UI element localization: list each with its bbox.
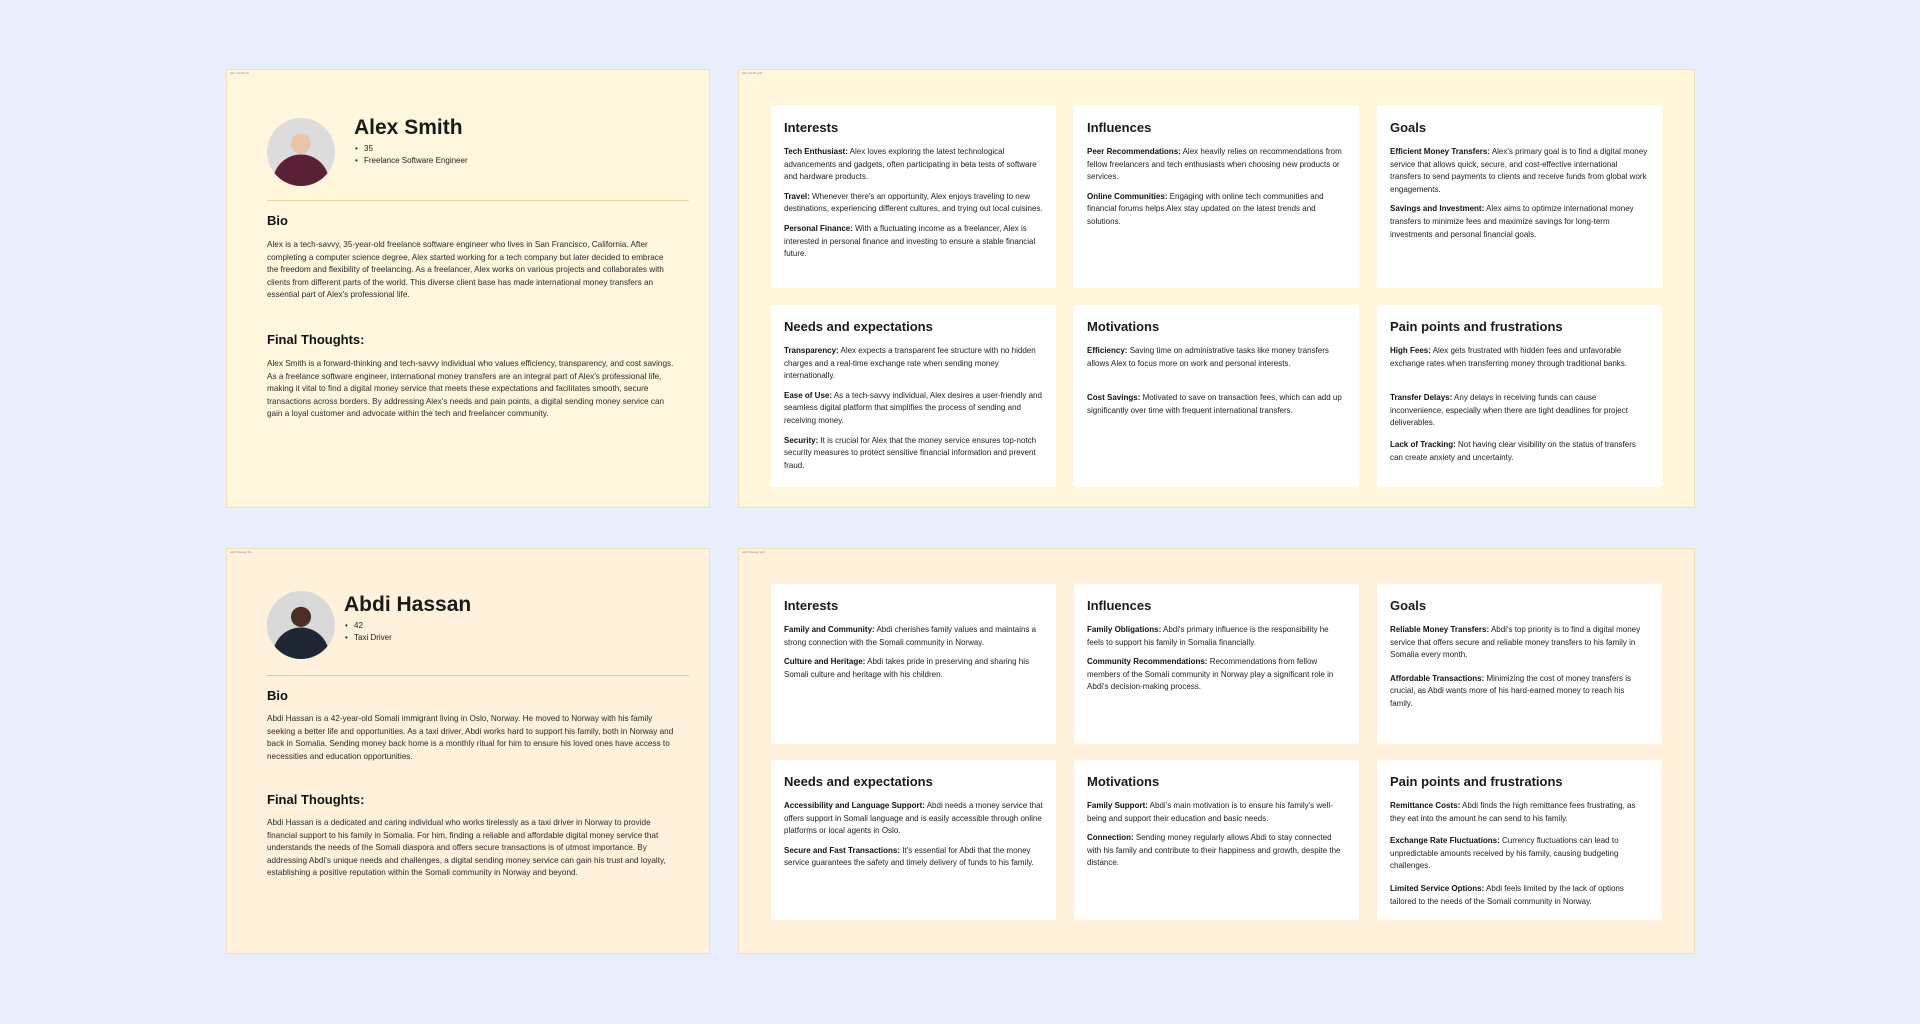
persona-occupation: • Taxi Driver: [344, 632, 392, 644]
persona-name: Alex Smith: [354, 116, 463, 139]
persona-facts: [354, 143, 468, 167]
final-thoughts-text: Abdi Hassan is a dedicated and caring individual who works tirelessly as a taxi driver in Norway to provide financial support to his family in Somalia. For him, finding a reliable and affordable digital money service that understands the needs of the Somali diaspora and offers secure transactions is of utmost importance. By addressing Abdi's unique needs and challenges, a digital sending money service can gain his trust and loyalty, establishing a positive reputation within the Somali community in Norway and beyond.: [267, 818, 666, 877]
card-item: Connection: Sending money regularly allows Abdi to stay connected with his family and contribute to their happiness and growth, despite the distance.: [1087, 833, 1341, 868]
goals-card: [1377, 584, 1662, 744]
influences-card: [1074, 584, 1359, 744]
frame-label: Abdi Hassan grid: [742, 550, 765, 554]
frame-label: Alex Smith grid: [742, 71, 763, 75]
influences-card: [1074, 106, 1359, 288]
card-item: Exchange Rate Fluctuations: Currency fluctuations can lead to unpredictable amounts received by his family, causing budgeting challenges.: [1390, 836, 1619, 871]
card-item: Family and Community: Abdi cherishes family values and maintains a strong connection with the Somali community in Norway.: [784, 625, 1037, 647]
card-title: Interests: [784, 598, 839, 613]
pain-points-card: [1377, 760, 1662, 920]
persona-bio-card: [226, 548, 710, 954]
persona-facts: [344, 620, 392, 644]
card-item: Efficient Money Transfers: Alex's primary goal is to find a digital money service that allows quick, secure, and cost-effective international transfers to send payments to clients and receive funds from global work engagements.: [1390, 147, 1648, 194]
persona-name: Abdi Hassan: [344, 593, 472, 616]
card-item: High Fees: Alex gets frustrated with hidden fees and unfavorable exchange rates when transferring money through traditional banks.: [1390, 346, 1628, 368]
persona-age: • 42: [344, 620, 392, 632]
card-item: Secure and Fast Transactions: It's essential for Abdi that the money service guarantees the safety and timely delivery of funds to his family.: [784, 845, 1034, 868]
card-title: Pain points and frustrations: [1390, 774, 1563, 789]
card-item: Online Communities: Engaging with online tech communities and financial forums helps Alex stay updated on the latest trends and solutions.: [1087, 191, 1324, 226]
persona-attributes-grid: [738, 548, 1695, 954]
card-title: Influences: [1087, 598, 1152, 613]
card-item: Tech Enthusiast: Alex loves exploring the latest technological advancements and gadgets, often participating in beta tests of software and hardware products.: [784, 147, 1037, 182]
divider: [267, 200, 689, 201]
frame-label: Alex Smith bio: [230, 71, 250, 75]
card-title: Motivations: [1087, 319, 1160, 334]
card-title: Pain points and frustrations: [1390, 319, 1563, 334]
card-item: Transparency: Alex expects a transparent fee structure with no hidden charges and a real-time exchange rate when sending money internationally.: [784, 346, 1036, 381]
card-item: Reliable Money Transfers: Abdi's top priority is to find a digital money service that offers secure and reliable money transfers to his family in Somalia every month.: [1390, 625, 1641, 660]
final-thoughts-heading: Final Thoughts:: [267, 792, 365, 807]
final-thoughts-text: Alex Smith is a forward-thinking and tech-savvy individual who values efficiency, transparency, and cost savings. As a freelance software engineer, international money transfers are an integral part of Alex's professional life, making it vital to find a digital money service that meets these expectations and facilitates smooth, secure transactions across borders. By addressing Alex's needs and pain points, a digital sending money service can gain a loyal customer and advocate within the tech and freelancer community.: [267, 359, 674, 418]
frame-label: Abdi Hassan bio: [230, 550, 252, 554]
card-item: Remittance Costs: Abdi finds the high remittance fees frustrating, as they eat into the amount he can send to his family.: [1390, 801, 1636, 823]
final-thoughts-heading: Final Thoughts:: [267, 332, 365, 347]
bio-text: Alex is a tech-savvy, 35-year-old freelance software engineer who lives in San Francisco, California. After completing a computer science degree, Alex started working for a tech company but later decided to embrace the freedom and flexibility of freelancing. As a freelancer, Alex works on various projects and collaborates with clients from different parts of the world. This diverse client base has made international money transfers an essential part of Alex's professional life.: [267, 240, 664, 299]
motivations-card: [1074, 760, 1359, 920]
card-title: Motivations: [1087, 774, 1160, 789]
card-item: Efficiency: Saving time on administrative tasks like money transfers allows Alex to focus more on work and personal interests.: [1087, 346, 1329, 368]
persona-attributes-grid: [738, 69, 1695, 508]
divider: [267, 675, 689, 676]
card-item: Peer Recommendations: Alex heavily relies on recommendations from fellow freelancers and tech enthusiasts when choosing new products or services.: [1087, 147, 1342, 182]
card-item: Community Recommendations: Recommendations from fellow members of the Somali community in Norway play a significant role in Abdi's decision-making process.: [1087, 657, 1334, 692]
needs-card: [771, 760, 1056, 920]
goals-card: [1377, 106, 1662, 288]
card-item: Transfer Delays: Any delays in receiving funds can cause inconvenience, especially when there are tight deadlines for project deliverables.: [1390, 393, 1628, 428]
persona-age: • 35: [354, 143, 468, 155]
card-title: Needs and expectations: [784, 774, 933, 789]
interests-card: [771, 106, 1056, 288]
card-item: Cost Savings: Motivated to save on transaction fees, which can add up significantly over time with frequent international transfers.: [1087, 393, 1342, 415]
avatar: [267, 118, 335, 186]
card-item: Security: It is crucial for Alex that the money service ensures top-notch security measures to protect sensitive financial information and prevent fraud.: [784, 435, 1037, 470]
bio-heading: Bio: [267, 213, 288, 228]
card-item: Ease of Use: As a tech-savvy individual, Alex desires a user-friendly and seamless digital platform that simplifies the process of sending and receiving money.: [784, 390, 1042, 425]
card-title: Goals: [1390, 120, 1427, 135]
avatar: [267, 591, 335, 659]
bio-text: Abdi Hassan is a 42-year-old Somali immigrant living in Oslo, Norway. He moved to Norway with his family seeking a better life and opportunities. As a taxi driver, Abdi works hard to support his family, both in Norway and back in Somalia. Sending money back home is a monthly ritual for him to ensure his loved ones have access to necessities and education opportunities.: [267, 714, 674, 761]
card-title: Needs and expectations: [784, 319, 933, 334]
card-item: Savings and Investment: Alex aims to optimize international money transfers to minimize fees and maximize savings for long-term investments and personal financial goals.: [1390, 204, 1634, 239]
needs-card: [771, 305, 1056, 487]
card-item: Limited Service Options: Abdi feels limited by the lack of options tailored to the needs of the Somali community in Norway.: [1390, 883, 1624, 906]
card-title: Goals: [1390, 598, 1427, 613]
card-item: Family Obligations: Abdi's primary influence is the responsibility he feels to support his family in Somalia financially.: [1087, 625, 1329, 647]
card-item: Accessibility and Language Support: Abdi needs a money service that offers support in Somali language and is easily accessible through online platforms or local agents in Oslo.: [784, 801, 1043, 836]
card-item: Travel: Whenever there's an opportunity, Alex enjoys traveling to new destinations, experiencing different cultures, and trying out local cuisines.: [784, 191, 1043, 214]
card-title: Influences: [1087, 120, 1152, 135]
card-item: Personal Finance: With a fluctuating income as a freelancer, Alex is interested in personal finance and investing to ensure a stable financial future.: [784, 223, 1036, 259]
card-item: Affordable Transactions: Minimizing the cost of money transfers is crucial, as Abdi wants more of his hard-earned money to reach his family.: [1390, 673, 1631, 708]
persona-bio-card: [226, 69, 710, 508]
card-title: Interests: [784, 120, 839, 135]
persona-occupation: • Freelance Software Engineer: [354, 155, 468, 167]
pain-points-card: [1377, 305, 1662, 487]
interests-card: [771, 584, 1056, 744]
bio-heading: Bio: [267, 688, 288, 703]
motivations-card: [1074, 305, 1359, 487]
card-item: Culture and Heritage: Abdi takes pride in preserving and sharing his Somali culture and heritage with his children.: [784, 657, 1029, 679]
card-item: Lack of Tracking: Not having clear visibility on the status of transfers can create anxiety and uncertainty.: [1390, 439, 1636, 462]
card-item: Family Support: Abdi's main motivation is to ensure his family's well-being and support their education and basic needs.: [1087, 801, 1333, 823]
